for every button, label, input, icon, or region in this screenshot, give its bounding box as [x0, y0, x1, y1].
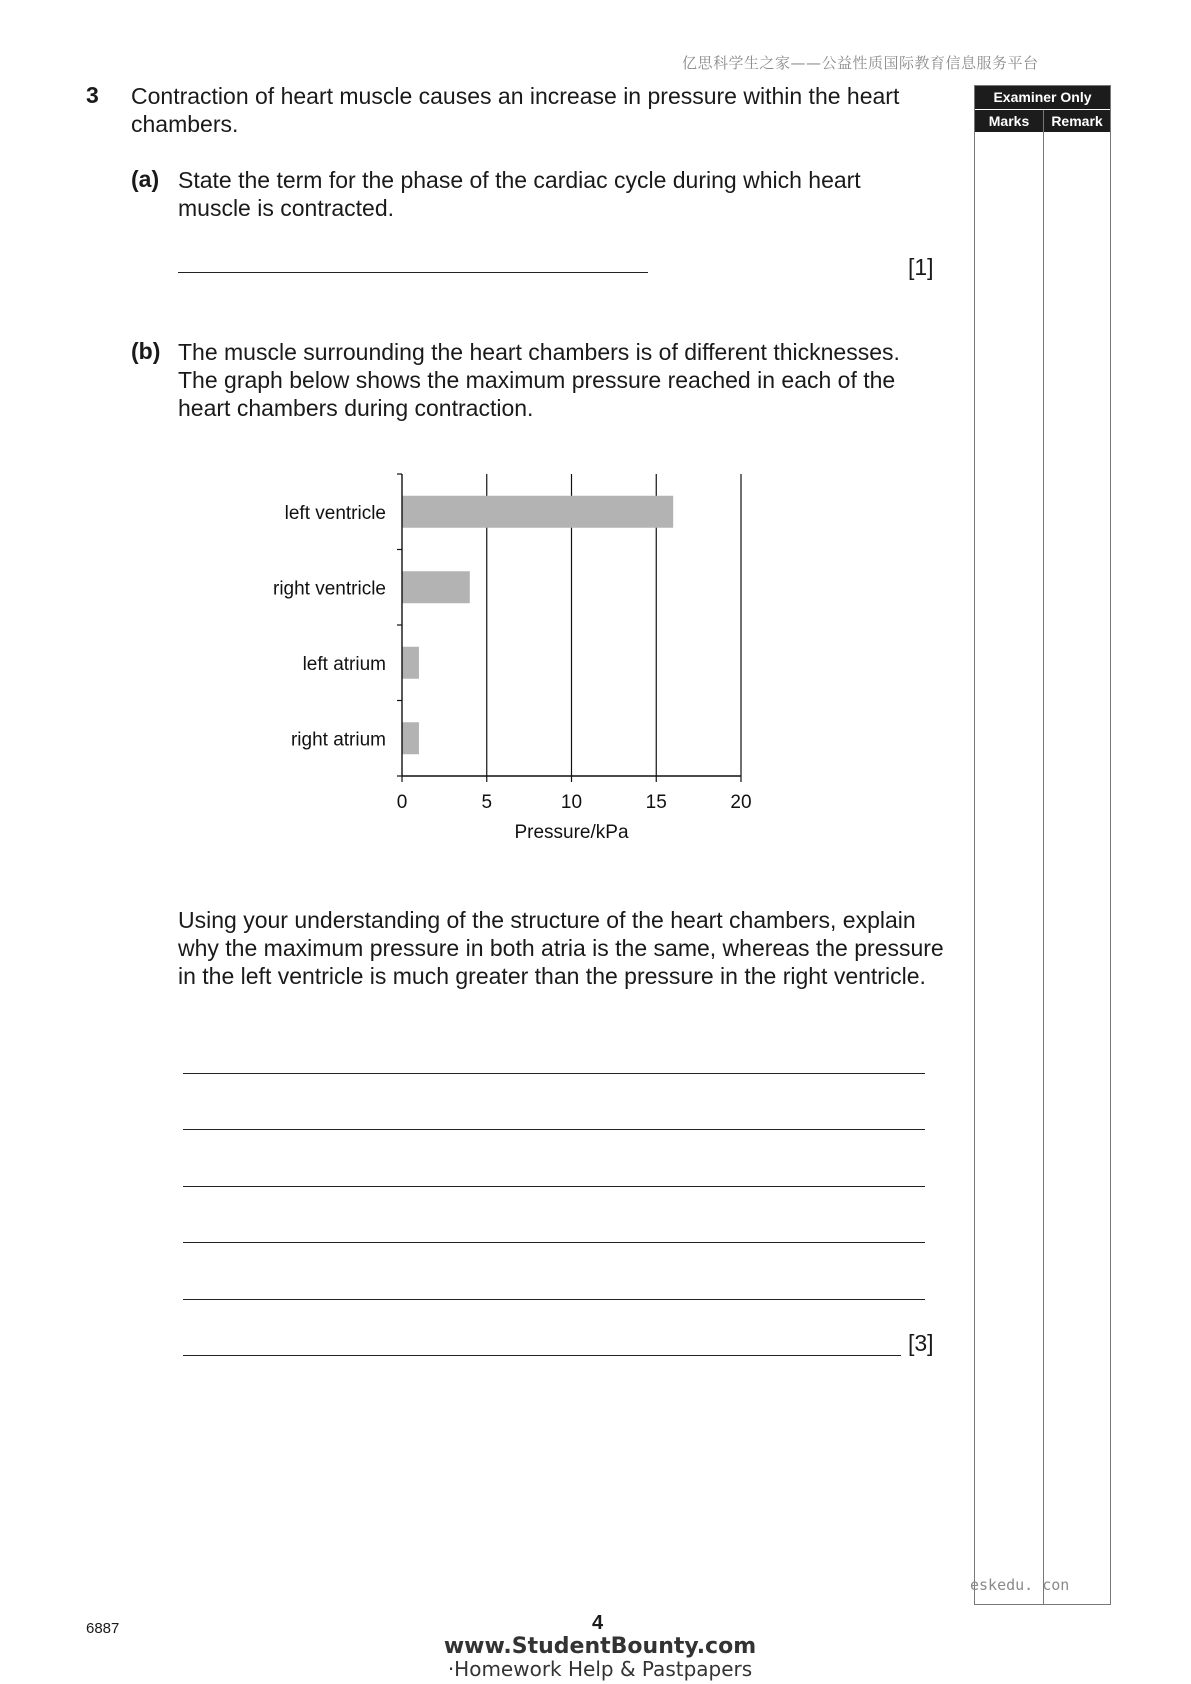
x-tick-label: 5 — [481, 792, 493, 813]
column-divider — [1043, 110, 1044, 1604]
bar-left-atrium — [402, 647, 419, 679]
part-b-answer-line-5[interactable] — [183, 1299, 925, 1300]
part-a-label: (a) — [131, 166, 160, 192]
question-number: 3 — [86, 82, 99, 108]
part-b-answer-line-6[interactable] — [183, 1355, 901, 1356]
part-a-answer-line[interactable] — [178, 272, 648, 273]
examiner-only-box — [974, 85, 1111, 1605]
bar-right-ventricle — [402, 571, 470, 603]
category-label: left atrium — [302, 653, 386, 675]
part-b-answer-line-1[interactable] — [183, 1073, 925, 1074]
site-watermark: eskedu. con — [970, 1576, 1070, 1594]
part-a-text: State the term for the phase of the cardiac cycle during which heart muscle is contracted. — [178, 167, 861, 221]
bar-right-atrium — [402, 722, 419, 754]
part-b-answer-line-3[interactable] — [183, 1186, 925, 1187]
page-number: 4 — [592, 1612, 604, 1634]
x-tick-label: 10 — [560, 792, 583, 813]
studentbounty-logo — [440, 1636, 760, 1680]
part-b-marks: [3] — [908, 1330, 934, 1356]
paper-code: 6887 — [86, 1620, 120, 1637]
category-label: right atrium — [290, 729, 386, 751]
category-label: right ventricle — [273, 578, 386, 600]
marks-column-header: Marks — [975, 110, 1043, 132]
x-tick-label: 0 — [396, 792, 408, 813]
part-a-marks: [1] — [908, 254, 934, 280]
part-b-answer-line-2[interactable] — [183, 1129, 925, 1130]
question-stem: Contraction of heart muscle causes an increase in pressure within the heart chambers. — [131, 83, 900, 137]
x-axis-label: Pressure/kPa — [514, 822, 629, 843]
part-b-question: Using your understanding of the structure of the heart chambers, explain why the maximum pressure in both atria is the same, whereas the pressure in the left ventricle is much greater than the pressure in the right ventricle. — [178, 907, 944, 989]
bar-left-ventricle — [402, 496, 673, 528]
part-b-label: (b) — [131, 338, 161, 364]
header-watermark: 亿思科学生之家——公益性质国际教育信息服务平台 — [682, 54, 1039, 72]
remark-column-header: Remark — [1044, 110, 1110, 132]
logo-url: www.StudentBounty.com — [443, 1634, 757, 1659]
part-b-text: The muscle surrounding the heart chambers is of different thicknesses. The graph below shows the maximum pressure reached in each of the heart chambers during contraction. — [178, 339, 900, 421]
category-label: left ventricle — [284, 502, 386, 524]
x-tick-label: 20 — [730, 792, 752, 813]
pressure-bar-chart — [250, 460, 770, 860]
part-b-answer-line-4[interactable] — [183, 1242, 925, 1243]
x-tick-label: 15 — [645, 792, 667, 813]
logo-tagline: ·Homework Help & Pastpapers — [447, 1657, 753, 1681]
examiner-only-title: Examiner Only — [975, 86, 1110, 109]
